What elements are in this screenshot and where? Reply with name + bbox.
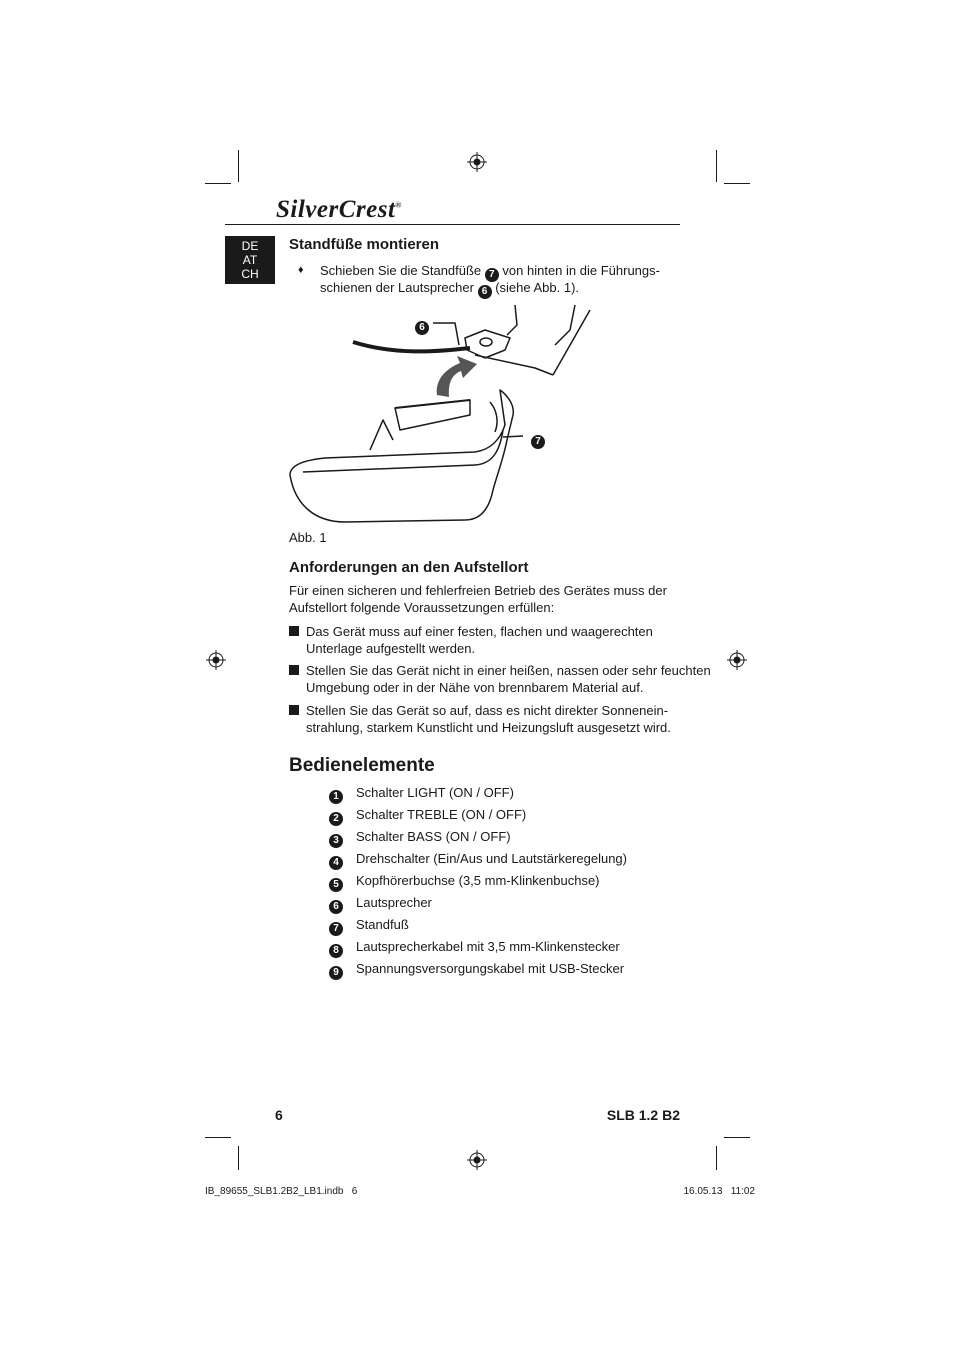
page-number: 6 [275, 1107, 283, 1123]
figure-caption: Abb. 1 [289, 530, 327, 545]
language-tab: DE AT CH [225, 236, 275, 284]
instruction-line: schienen der Lautsprecher 6 (siehe Abb. 1). [320, 280, 580, 297]
ref-badge: 6 [478, 285, 492, 299]
instruction-line: Schieben Sie die Standfüße 7 von hinten in die Führungs- [320, 263, 660, 280]
crop-mark [716, 150, 717, 182]
list-item: 6 Lautsprecher [329, 894, 432, 912]
list-item: 8 Lautsprecherkabel mit 3,5 mm-Klinkenstecker [329, 938, 620, 956]
file-info: IB_89655_SLB1.2B2_LB1.indb 6 [205, 1186, 358, 1197]
bullet-text: Stellen Sie das Gerät nicht in einer heißen, nassen oder sehr feuchten [306, 663, 711, 678]
crop-mark [205, 183, 231, 184]
registration-mark-icon [727, 650, 747, 670]
header-rule [225, 224, 680, 225]
bullet-text: Stellen Sie das Gerät so auf, dass es nicht direkter Sonnenein- [306, 703, 669, 718]
crop-mark [205, 1137, 231, 1138]
brand-logo: SilverCrest® [276, 196, 402, 223]
list-item: 5 Kopfhörerbuchse (3,5 mm-Klinkenbuchse) [329, 872, 600, 890]
bullet-text: Das Gerät muss auf einer festen, flachen und waagerechten [306, 624, 653, 639]
crop-mark [724, 1137, 750, 1138]
section-title: Anforderungen an den Aufstellort [289, 559, 529, 576]
list-item: 2 Schalter TREBLE (ON / OFF) [329, 806, 526, 824]
callout-badge: 7 [531, 429, 545, 449]
registration-mark-icon [467, 1150, 487, 1170]
square-bullet-icon [289, 665, 299, 675]
figure-stand-foot-illustration [285, 300, 605, 525]
list-item: 4 Drehschalter (Ein/Aus und Lautstärkeregelung) [329, 850, 627, 868]
paragraph-line: Für einen sicheren und fehlerfreien Betrieb des Gerätes muss der [289, 583, 667, 598]
crop-mark [238, 150, 239, 182]
crop-mark [716, 1146, 717, 1170]
square-bullet-icon [289, 705, 299, 715]
model-label: SLB 1.2 B2 [606, 1107, 680, 1123]
list-item: 9 Spannungsversorgungskabel mit USB-Stecker [329, 960, 624, 978]
section-heading: Bedienelemente [289, 755, 435, 776]
diamond-bullet-icon: ♦ [298, 264, 304, 276]
list-item: 7 Standfuß [329, 916, 409, 934]
ref-badge: 7 [485, 268, 499, 282]
list-item: 1 Schalter LIGHT (ON / OFF) [329, 784, 514, 802]
callout-badge: 6 [415, 315, 429, 335]
bullet-text: Umgebung oder in der Nähe von brennbarem Material auf. [306, 680, 644, 695]
bullet-text: strahlung, starkem Kunstlicht und Heizungsluft ausgesetzt wird. [306, 720, 671, 735]
list-item: 3 Schalter BASS (ON / OFF) [329, 828, 511, 846]
registration-mark-icon [206, 650, 226, 670]
date-info: 16.05.13 11:02 [683, 1186, 755, 1197]
crop-mark [724, 183, 750, 184]
crop-mark [238, 1146, 239, 1170]
bullet-text: Unterlage aufgestellt werden. [306, 641, 476, 656]
paragraph-line: Aufstellort folgende Voraussetzungen erfüllen: [289, 600, 555, 615]
section-title: Standfüße montieren [289, 236, 440, 253]
square-bullet-icon [289, 626, 299, 636]
registration-mark-icon [467, 152, 487, 172]
